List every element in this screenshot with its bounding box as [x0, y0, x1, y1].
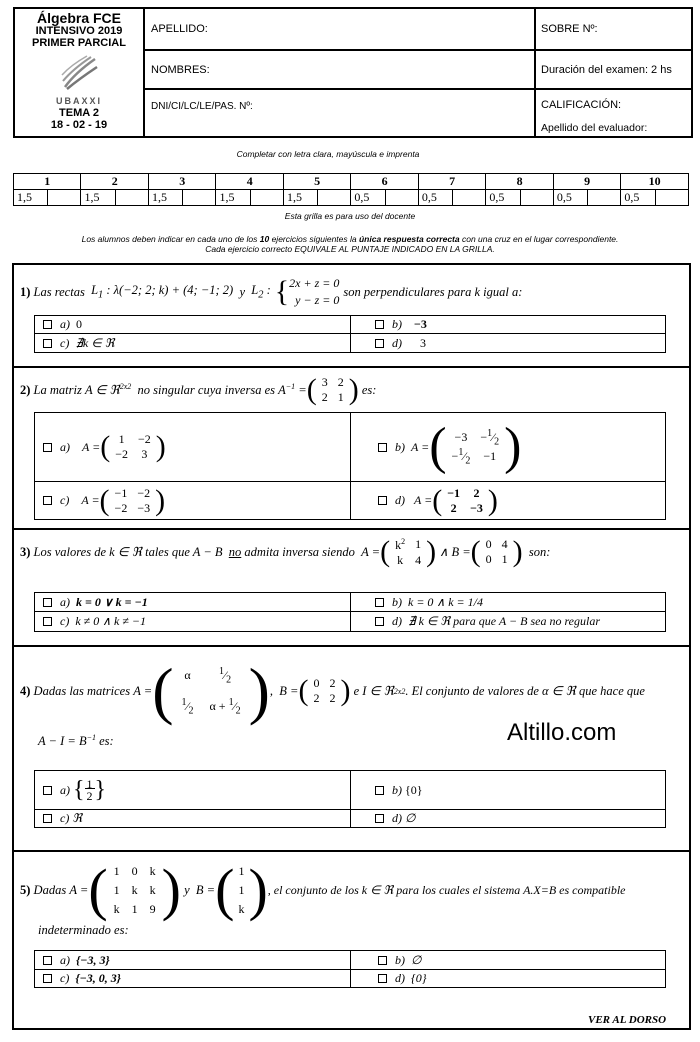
grid-mark-cell[interactable]	[655, 190, 688, 206]
grid-mark-cell[interactable]	[318, 190, 351, 206]
grid-mark-cell[interactable]	[453, 190, 486, 206]
duracion-label: Duración del examen: 2 hs	[541, 64, 672, 76]
q1-option-a[interactable]	[43, 316, 82, 333]
q4-text-d: A − I = B	[38, 734, 87, 749]
evaluador-field[interactable]: Apellido del evaluador:	[541, 122, 648, 134]
question-4: 4) Dadas las matrices A = ( α $^1⁄_2$ $^1⁄_2$ $\alpha + ^1⁄_2$ ) , B = ( 0 2 2 2 ) e I ∈ ℜ 2x2 . El conjunto de valores de α ∈ ℜ que hace que	[20, 655, 645, 726]
option-value: k = 0 ∧ k = 1/4	[408, 594, 483, 609]
grid-mark-cell[interactable]	[385, 190, 418, 206]
option-letter: d)	[392, 811, 402, 825]
q2-inverse-matrix: ( 3 2 2 1 )	[306, 373, 359, 406]
q4-option-c[interactable]	[43, 810, 82, 827]
grid-question-number: 3	[148, 174, 215, 190]
q2-set: A ∈ ℜ$^{2x2}$	[84, 381, 132, 398]
q3-text-b: admita inversa siendo	[244, 544, 355, 559]
grid-score-row	[14, 190, 689, 206]
option-letter: d)	[395, 971, 405, 985]
q4-option-b[interactable]	[375, 771, 423, 809]
grid-number-row	[14, 174, 689, 190]
grid-question-number: 5	[283, 174, 350, 190]
option-letter: b)	[392, 317, 402, 331]
option-letter: c)	[60, 811, 70, 825]
q4-number: 4)	[20, 683, 31, 698]
q1-line-1: $L_1$ : λ(−2; 2; k) + (4; −1; 2)	[91, 283, 234, 301]
q3-no: no	[228, 544, 242, 559]
checkbox-icon[interactable]	[375, 814, 384, 823]
q3-text-a: Los valores de k ∈ ℜ tales que A − B	[33, 545, 223, 559]
option-letter: a)	[60, 782, 70, 797]
q4-line-2: $A - I = B^{-1}$ es:	[38, 733, 114, 749]
students-text-1: Los alumnos deben indicar en cada uno de los	[81, 234, 260, 244]
checkbox-icon[interactable]	[378, 956, 387, 965]
checkbox-icon[interactable]	[375, 339, 384, 348]
q5-option-a[interactable]	[43, 951, 110, 969]
q1-option-d[interactable]	[375, 334, 426, 352]
q5-options	[34, 950, 666, 988]
grid-score: 0,5	[621, 190, 655, 206]
checkbox-icon[interactable]	[43, 956, 52, 965]
q5-text-a: Dadas	[33, 882, 67, 897]
question-5: 5) Dadas A = ( 1 0 k 1 k k k 1 9 ) y B = ( 1 1 k ) , el conjunto de los k ∈ ℜ para los cuales el sistema A.X=B es compatible	[20, 857, 626, 922]
option-value: ∄ k ∈ ℜ para que A − B sea no regular	[408, 614, 600, 628]
watermark: Altillo.com	[507, 719, 617, 746]
nombres-field[interactable]: NOMBRES:	[151, 64, 210, 76]
grid-score: 1,5	[148, 190, 182, 206]
option-value: {0}	[411, 971, 427, 985]
q4-option-a[interactable]: a) { 1 2 }	[43, 771, 106, 809]
students-ten: 10	[259, 234, 270, 244]
grid-question-number: 10	[621, 174, 689, 190]
grid-mark-cell[interactable]	[520, 190, 553, 206]
grid-score: 1,5	[14, 190, 48, 206]
grid-note: Esta grilla es para uso del docente	[284, 211, 416, 221]
option-letter: b)	[392, 782, 402, 797]
q1-system: { 2x + z = 0 y − z = 0	[274, 275, 340, 308]
q3-option-d[interactable]	[375, 612, 600, 631]
q3-option-a[interactable]	[43, 593, 148, 611]
exam-date: 18 - 02 - 19	[50, 119, 108, 131]
checkbox-icon[interactable]	[43, 786, 52, 795]
grid-mark-cell[interactable]	[250, 190, 283, 206]
q5-text-b: y	[184, 882, 190, 897]
q2-number: 2)	[20, 382, 31, 397]
grid-score: 1,5	[81, 190, 115, 206]
intensive-label: INTENSIVO 2019	[35, 25, 123, 37]
course-name: Álgebra FCE	[36, 10, 121, 26]
logo-text: UBAXXI	[55, 96, 102, 106]
option-value: {−3, 3}	[76, 952, 110, 967]
grading-grid	[13, 173, 689, 206]
checkbox-icon[interactable]	[375, 786, 384, 795]
option-value: −3	[414, 317, 427, 331]
q3-text-c: son:	[528, 544, 551, 559]
option-letter: c)	[60, 614, 70, 628]
grid-question-number: 6	[351, 174, 418, 190]
exam-header	[13, 7, 693, 138]
option-letter: a)	[60, 439, 70, 454]
calificacion-field[interactable]: CALIFICACIÓN:	[541, 99, 622, 111]
checkbox-icon[interactable]	[378, 443, 387, 452]
tema-label: TEMA 2	[59, 107, 99, 119]
q3-option-c[interactable]	[43, 612, 146, 631]
q1-number: 1)	[20, 284, 31, 299]
grid-score: 0,5	[418, 190, 452, 206]
option-value: k ≠ 0 ∧ k ≠ −1	[75, 614, 147, 628]
q4-matrix-a: ( α $^1⁄_2$ $^1⁄_2$ $\alpha + ^1⁄_2$ )	[152, 655, 270, 726]
option-value: {−3, 0, 3}	[75, 971, 121, 985]
q5-text-c: , el conjunto de los k ∈ ℜ para los cuales el sistema A.X=B es compatible	[267, 882, 626, 897]
q1-option-b[interactable]	[375, 316, 427, 333]
q5-option-b[interactable]	[378, 951, 421, 969]
option-value: ℜ	[72, 811, 83, 825]
grid-mark-cell[interactable]	[48, 190, 81, 206]
checkbox-icon[interactable]	[43, 617, 52, 626]
checkbox-icon[interactable]	[375, 598, 384, 607]
q4-text-b: e I ∈ ℜ	[353, 684, 394, 698]
q2-text-a: La matriz	[33, 382, 82, 397]
question-1: 1) Las rectas $L_1$ : λ(−2; 2; k) + (4; −1; 2) y $L_2$ : { 2x + z = 0 y − z = 0 son perpendiculares para k igual a:	[20, 275, 523, 308]
grid-question-number: 2	[81, 174, 148, 190]
grid-mark-cell[interactable]	[588, 190, 621, 206]
q2-option-d[interactable]: d) A = ( −1 2 2 −3 )	[378, 482, 498, 519]
checkbox-icon[interactable]	[43, 339, 52, 348]
option-letter: b)	[395, 952, 405, 967]
option-value: ∅	[411, 952, 422, 967]
option-letter: a)	[60, 317, 70, 331]
q1-text-a: Las rectas	[33, 284, 85, 299]
q1-option-c[interactable]	[43, 334, 114, 352]
option-letter: c)	[60, 493, 70, 507]
q2-text-b: no singular cuya inversa es	[137, 382, 275, 397]
ver-al-dorso: VER AL DORSO	[588, 1014, 667, 1026]
option-letter: b)	[395, 439, 405, 454]
checkbox-icon[interactable]	[43, 974, 52, 983]
option-value: ∅	[405, 811, 416, 825]
option-letter: c)	[60, 971, 70, 985]
checkbox-icon[interactable]	[375, 617, 384, 626]
q4-text-c: . El conjunto de valores de α ∈ ℜ que hace que	[405, 684, 645, 698]
grid-question-number: 8	[486, 174, 553, 190]
grid-question-number: 1	[14, 174, 81, 190]
students-text-3: con una cruz en el lugar correspondiente.	[459, 234, 619, 244]
q5-number: 5)	[20, 882, 31, 897]
grid-mark-cell[interactable]	[115, 190, 148, 206]
q3-option-b[interactable]	[375, 593, 483, 611]
fill-instruction: Completar con letra clara, mayúscula e imprenta	[236, 149, 420, 159]
q4-option-d[interactable]	[375, 810, 415, 827]
grid-score: 0,5	[553, 190, 587, 206]
grid-mark-cell[interactable]	[183, 190, 216, 206]
q3-matrix-b: ( 0 4 0 1 )	[470, 535, 523, 568]
option-value: ∄k ∈ ℜ	[75, 335, 115, 350]
each-correct-text: Cada ejercicio correcto EQUIVALE AL PUNTAJE INDICADO EN LA GRILLA.	[205, 244, 495, 254]
option-letter: a)	[60, 594, 70, 609]
grid-score: 0,5	[486, 190, 520, 206]
q2-options	[34, 412, 666, 520]
option-letter: b)	[392, 594, 402, 609]
checkbox-icon[interactable]	[43, 496, 52, 505]
q2-option-a[interactable]: a) A = ( 1 −2 −2 3 )	[43, 413, 166, 481]
q1-options	[34, 315, 666, 353]
q4-matrix-b: ( 0 2 2 2 )	[298, 674, 351, 707]
option-value: 0	[76, 317, 82, 331]
q5-text-d: indeterminado es:	[38, 923, 129, 937]
question-2	[20, 370, 376, 410]
checkbox-icon[interactable]	[378, 974, 387, 983]
students-unique: única respuesta correcta	[358, 234, 460, 244]
q5-option-d[interactable]	[378, 970, 427, 987]
grid-score: 1,5	[283, 190, 317, 206]
checkbox-icon[interactable]	[43, 814, 52, 823]
grid-question-number: 9	[553, 174, 620, 190]
option-letter: d)	[395, 493, 405, 507]
q2-option-c[interactable]: c) A = ( −1 −2 −2 −3 )	[43, 482, 165, 519]
q3-matrix-a: ( $k^2$ 1 k 4 )	[380, 535, 437, 568]
students-text-2: ejercicios siguientes la	[269, 234, 359, 244]
q4-text-a: Dadas las matrices	[33, 683, 131, 698]
dni-field[interactable]: DNI/CI/LC/LE/PAS. Nº:	[151, 101, 253, 112]
q4-text-e: es:	[95, 734, 114, 749]
q5-matrix-a: ( 1 0 k 1 k k k 1 9 )	[88, 857, 181, 922]
checkbox-icon[interactable]	[375, 320, 384, 329]
option-letter: d)	[392, 614, 402, 628]
q5-matrix-b: ( 1 1 k )	[215, 857, 268, 922]
question-3: 3) Los valores de k ∈ ℜ tales que A − B no admita inversa siendo A = ( $k^2$ 1 k 4 ) ∧ B = ( 0 4 0 1 ) son:	[20, 535, 551, 568]
ubaxxi-logo-icon	[59, 53, 99, 91]
grid-question-number: 4	[216, 174, 283, 190]
checkbox-icon[interactable]	[43, 320, 52, 329]
option-letter: d)	[392, 335, 402, 350]
q4-options	[34, 770, 666, 828]
grid-score: 0,5	[351, 190, 385, 206]
checkbox-icon[interactable]	[43, 443, 52, 452]
students-instruction	[0, 234, 700, 254]
option-value: k = 0 ∨ k = −1	[76, 594, 148, 609]
grid-question-number: 7	[418, 174, 485, 190]
q1-text-b: son perpendiculares para k igual a:	[343, 284, 523, 299]
header-logo-block	[15, 9, 145, 136]
option-letter: a)	[60, 952, 70, 967]
grid-score: 1,5	[216, 190, 250, 206]
q5-option-c[interactable]	[43, 970, 121, 987]
apellido-field[interactable]: APELLIDO:	[151, 23, 208, 35]
option-value: {0}	[405, 782, 423, 797]
checkbox-icon[interactable]	[378, 496, 387, 505]
q2-option-b[interactable]: b) A = ( −3 $-^1⁄_2$ $-^1⁄_2$ −1 )	[378, 413, 521, 481]
q3-number: 3)	[20, 544, 31, 559]
q2-inverse: $A^{-1}$ =	[278, 381, 307, 398]
sobre-field[interactable]: SOBRE Nº:	[541, 23, 598, 35]
option-value: 3	[420, 335, 426, 350]
q2-text-c: es:	[361, 382, 377, 397]
q1-line-2: $L_2$ :	[251, 283, 271, 301]
q3-options	[34, 592, 666, 632]
option-letter: c)	[60, 335, 70, 350]
exam-label: PRIMER PARCIAL	[32, 37, 126, 49]
checkbox-icon[interactable]	[43, 598, 52, 607]
